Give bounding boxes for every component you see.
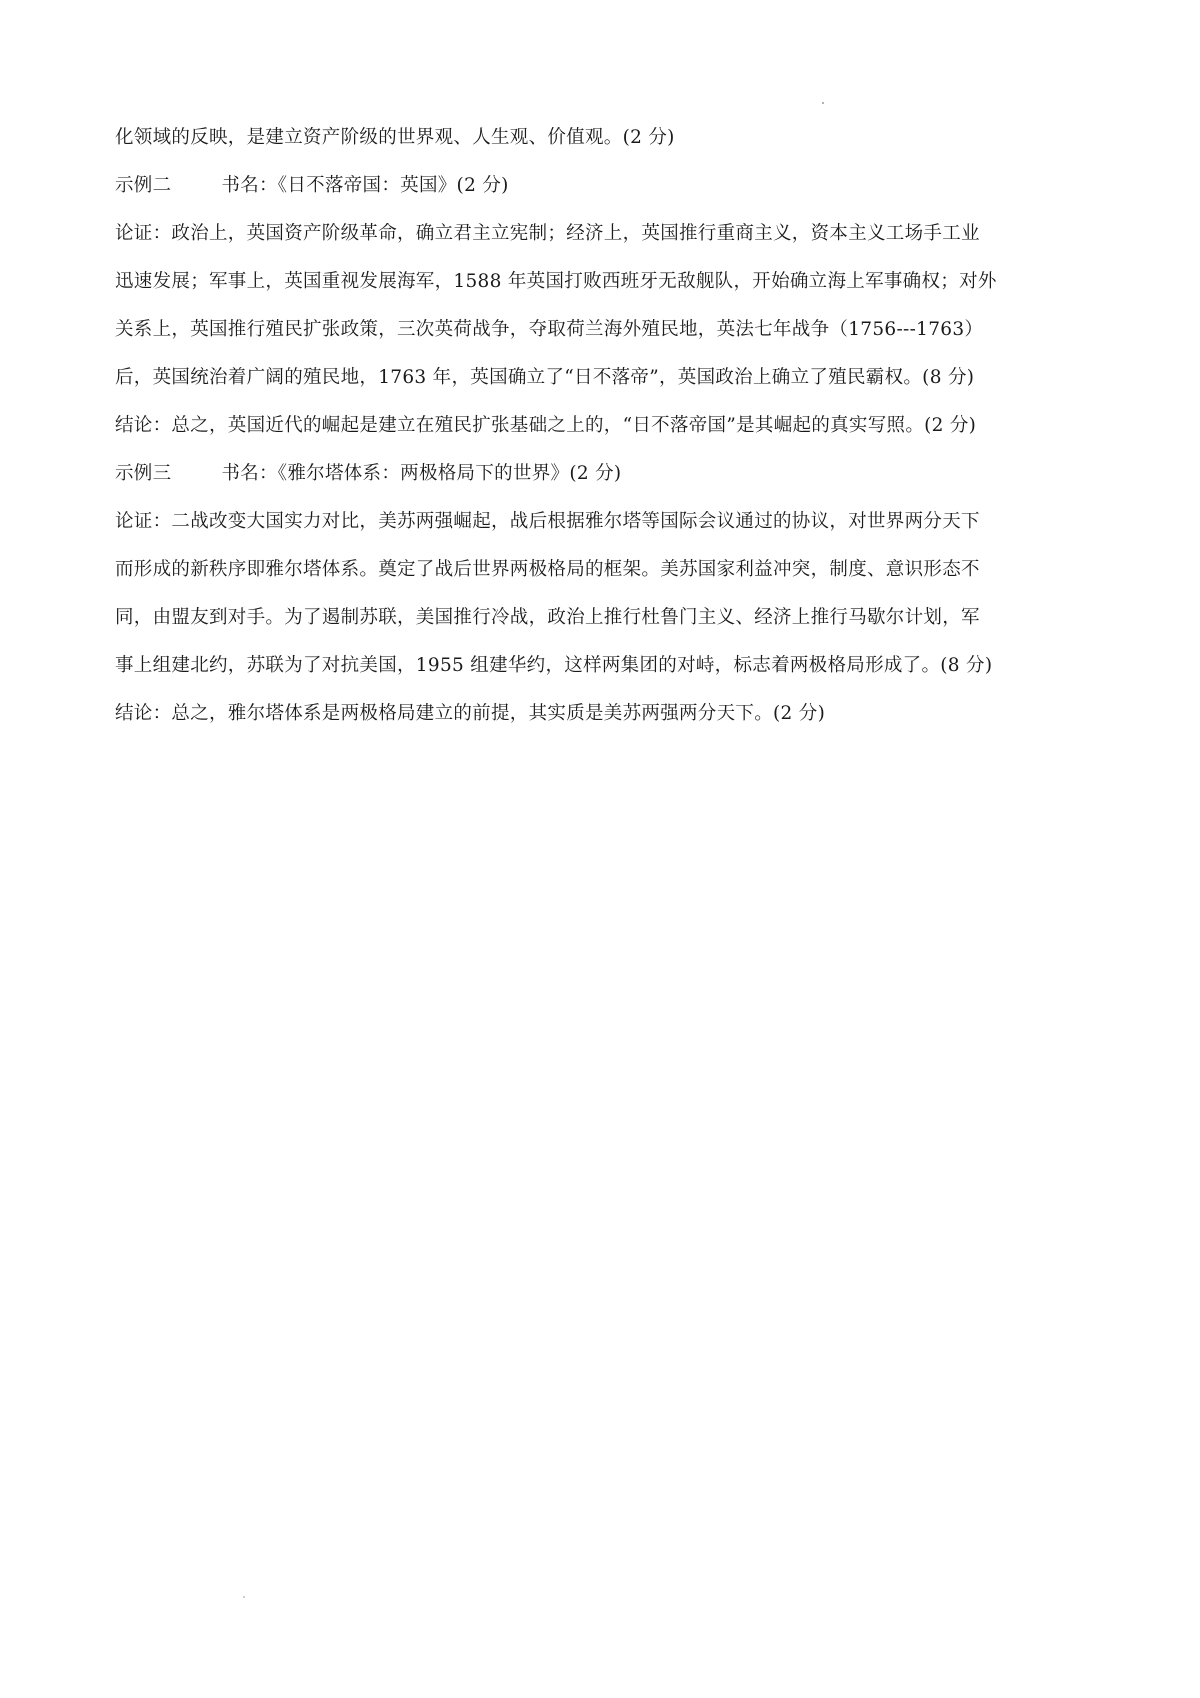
example-three-conclusion: 结论：总之，雅尔塔体系是两极格局建立的前提，其实质是美苏两强两分天下。(2 分) [115, 703, 826, 724]
scan-speck [822, 102, 824, 104]
example-two-label: 示例二 [115, 175, 172, 196]
example-three-heading [115, 450, 1095, 498]
example-two-argument-line: 后，英国统治着广阔的殖民地，1763 年，英国确立了“日不落帝”，英国政治上确立了殖民霸权。(8 分) [115, 367, 975, 388]
example-three-label: 示例三 [115, 463, 172, 484]
answer-text [115, 114, 1095, 738]
example-three-argument-line: 同，由盟友到对手。为了遏制苏联，美国推行冷战，政治上推行杜鲁门主义、经济上推行马歇尔计划，军 [115, 607, 980, 628]
example-three-argument-line: 而形成的新秩序即雅尔塔体系。奠定了战后世界两极格局的框架。美苏国家利益冲突，制度、意识形态不 [115, 559, 980, 580]
example-two-argument-line: 关系上，英国推行殖民扩张政策，三次英荷战争，夺取荷兰海外殖民地，英法七年战争（1756---1763） [115, 319, 984, 340]
example-three-argument-line: 论证：二战改变大国实力对比，美苏两强崛起，战后根据雅尔塔等国际会议通过的协议，对世界两分天下 [115, 511, 980, 532]
example-two-argument-line: 迅速发展；军事上，英国重视发展海军，1588 年英国打败西班牙无敌舰队，开始确立海上军事确权；对外 [115, 271, 997, 292]
example-two-title: 书名：《日不落帝国：英国》(2 分) [221, 175, 509, 196]
scan-speck [243, 1596, 245, 1598]
example-three-argument-line: 事上组建北约，苏联为了对抗美国，1955 组建华约，这样两集团的对峙，标志着两极格局形成了。(8 分) [115, 655, 993, 676]
example-two-argument-line: 论证：政治上，英国资产阶级革命，确立君主立宪制；经济上，英国推行重商主义，资本主义工场手工业 [115, 223, 980, 244]
continuation-line: 化领域的反映，是建立资产阶级的世界观、人生观、价值观。(2 分) [115, 127, 675, 148]
example-two-heading [115, 162, 1095, 210]
example-three-title: 书名：《雅尔塔体系：两极格局下的世界》(2 分) [221, 463, 622, 484]
example-two-conclusion: 结论：总之，英国近代的崛起是建立在殖民扩张基础之上的，“日不落帝国”是其崛起的真实写照。(2 分) [115, 415, 977, 436]
